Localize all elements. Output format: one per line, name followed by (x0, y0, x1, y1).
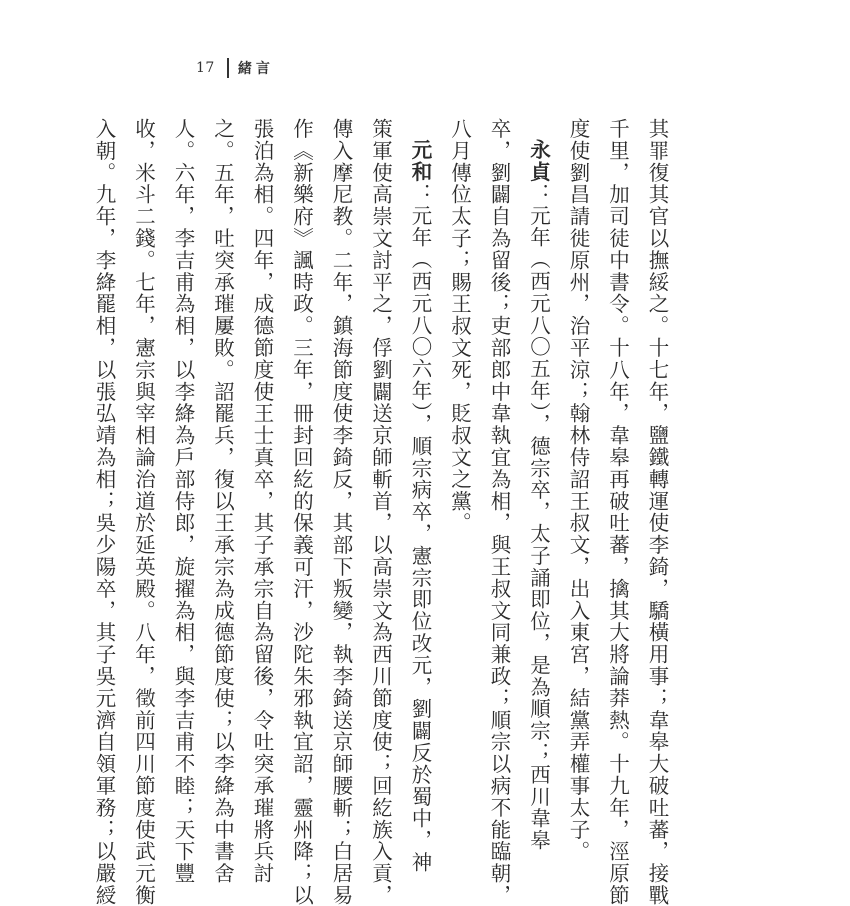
text-column-2: 千里，加司徒中書令。十八年，韋皋再破吐蕃，擒其大將論莽熱。十九年，涇原節 (605, 118, 630, 906)
era-heading-yongzhen: 永貞 (526, 139, 551, 183)
text-column-5: 卒，劉闢自為留後；吏部郎中韋執宜為相，與王叔文同兼政；順宗以病不能臨朝， (487, 118, 511, 906)
page-number: 17 (196, 60, 215, 76)
text-column-15: 入朝。九年，李絳罷相，以張弘靖為相；吳少陽卒，其子吳元濟自領軍務；以嚴綬 (92, 118, 116, 906)
text-column-8: 策軍使高崇文討平之，俘劉闢送京師斬首，以高崇文為西川節度使；回紇族入貢， (368, 118, 393, 906)
running-header (196, 58, 274, 78)
text-column-4-yongzhen-heading: 永貞：元年（西元八〇五年），德宗卒，太子誦即位，是為順宗；西川韋皋 (526, 139, 551, 852)
text-column-14: 收，米斗二錢。七年，憲宗與宰相論治道於延英殿。八年，徵前四川節度使武元衡 (131, 118, 156, 906)
text-column-6: 八月傳位太子；賜王叔文死，貶叔文之黨。 (447, 118, 472, 535)
vertical-text-body (84, 118, 677, 906)
era-heading-yuanhe: 元和 (408, 139, 432, 183)
text-column-1: 其罪復其官以撫綏之。十七年，鹽鐵轉運使李錡，驕橫用事；韋皋大破吐蕃，接戰 (645, 118, 669, 906)
text-column-3: 度使劉昌請徙原州，治平涼；翰林侍詔王叔文，出入東宮，結黨弄權事太子。 (566, 118, 590, 863)
text-column-7-yuanhe-heading: 元和：元年（西元八〇六年），順宗病卒，憲宗即位改元，劉闢反於蜀中，神 (408, 139, 432, 874)
text-column-12: 之。五年，吐突承璀屢敗。詔罷兵，復以王承宗為成德節度使；以李絳為中書舍 (210, 118, 235, 885)
text-column-9: 傳入摩尼教。二年，鎮海節度使李錡反，其部下叛變，執李錡送京師腰斬；白居易 (329, 118, 353, 906)
text-column-10: 作《新樂府》諷時政。三年，冊封回紇的保義可汗，沙陀朱邪執宜詔，靈州降；以 (289, 118, 314, 906)
section-title: 緒言 (237, 61, 274, 77)
header-divider (227, 58, 229, 78)
text-column-11: 張泊為相。四年，成德節度使王士真卒，其子承宗自為留後，令吐突承璀將兵討 (250, 118, 274, 885)
text-column-13: 人。六年，李吉甫為相，以李絳為戶部侍郎，旋擢為相，與李吉甫不睦；天下豐 (171, 118, 195, 885)
